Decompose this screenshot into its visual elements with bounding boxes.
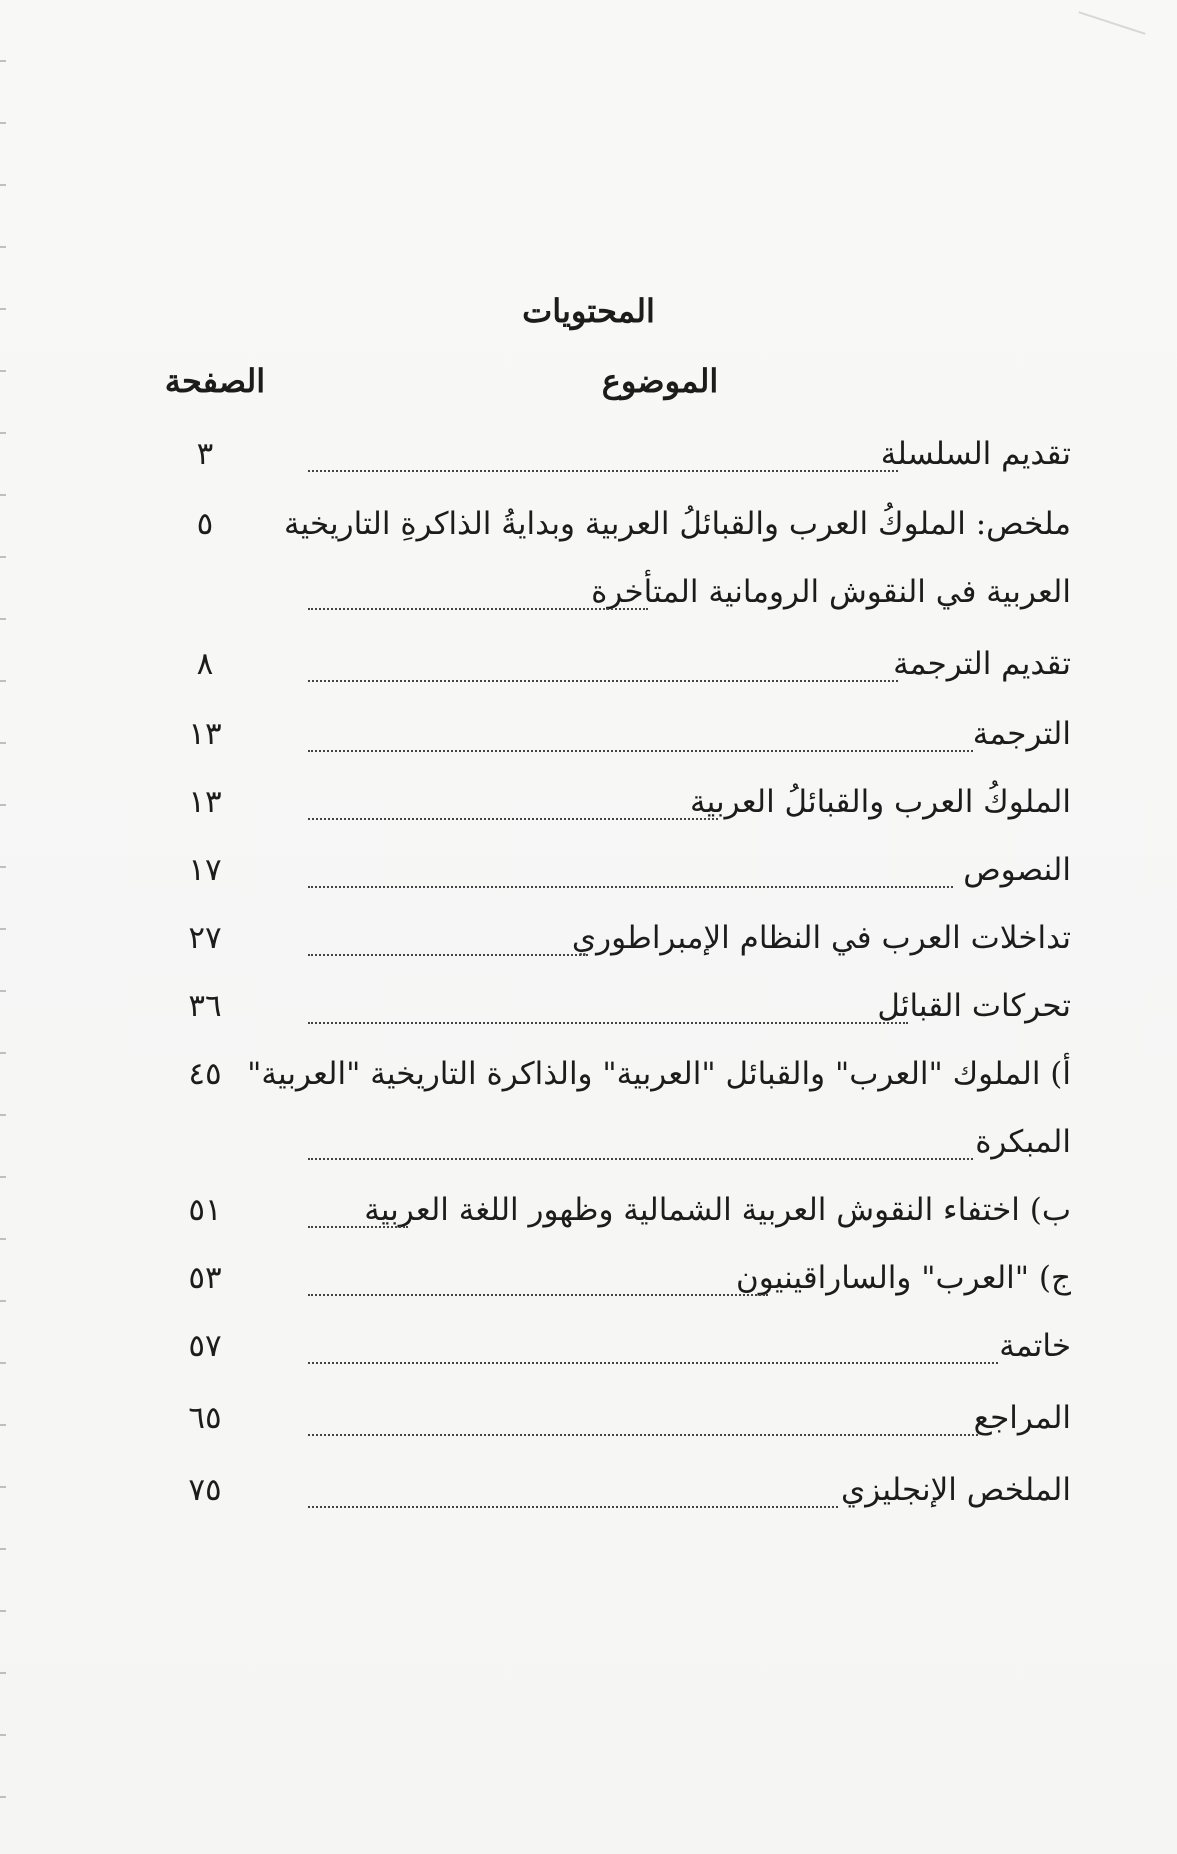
- dot-leader: [308, 680, 898, 682]
- toc-entry-title: خاتمة: [999, 1328, 1071, 1364]
- dot-leader: [308, 750, 973, 752]
- dot-leader: [308, 1362, 998, 1364]
- toc-entry: [0, 1388, 1177, 1448]
- toc-entry-title: العربية في النقوش الرومانية المتأخرة: [591, 574, 1071, 610]
- toc-entry-continuation: [0, 1112, 1177, 1172]
- toc-entry-page: ٤٥: [188, 1056, 222, 1092]
- toc-entry-continuation: [0, 562, 1177, 622]
- toc-entry-page: ١٣: [188, 716, 222, 752]
- dot-leader: [308, 1434, 978, 1436]
- toc-entry-page: ٥: [196, 506, 214, 542]
- toc-entry-title: تداخلات العرب في النظام الإمبراطوري: [571, 920, 1071, 956]
- toc-entry-page: ١٧: [188, 852, 222, 888]
- dot-leader: [308, 1506, 838, 1508]
- toc-entry-page: ٢٧: [188, 920, 222, 956]
- toc-entry-page: ٥٧: [188, 1328, 222, 1364]
- toc-entry-title: ج) "العرب" والساراقينيون: [735, 1260, 1071, 1296]
- toc-entry-title: الملوكُ العرب والقبائلُ العربية: [689, 784, 1071, 820]
- dot-leader: [308, 1022, 908, 1024]
- column-header-page: الصفحة: [164, 362, 266, 400]
- dot-leader: [308, 608, 648, 610]
- toc-entry: [0, 424, 1177, 484]
- toc-entry-page: ٣: [196, 436, 214, 472]
- toc-entry: [0, 772, 1177, 832]
- dot-leader: [308, 470, 898, 472]
- toc-entry: [0, 634, 1177, 694]
- toc-entry-page: ٧٥: [188, 1472, 222, 1508]
- toc-entry-title: الملخص الإنجليزي: [840, 1472, 1071, 1508]
- toc-entry: [0, 1316, 1177, 1376]
- toc-entry: [0, 1460, 1177, 1520]
- toc-entry-page: ٣٦: [188, 988, 222, 1024]
- toc-entry-title: تحركات القبائل: [877, 988, 1071, 1024]
- toc-entry-title: المراجع: [973, 1400, 1071, 1436]
- dot-leader: [308, 886, 953, 888]
- toc-entry-title: ب) اختفاء النقوش العربية الشمالية وظهور اللغة العربية: [364, 1192, 1071, 1228]
- toc-entry-title: أ) الملوك "العرب" والقبائل "العربية" والذاكرة التاريخية "العربية": [247, 1056, 1071, 1092]
- dot-leader: [308, 1158, 973, 1160]
- dot-leader: [308, 1226, 408, 1228]
- toc-entry-title: المبكرة: [975, 1124, 1071, 1160]
- toc-entry: [0, 1044, 1177, 1104]
- toc-entry: [0, 704, 1177, 764]
- toc-entry-page: ٥١: [188, 1192, 222, 1228]
- toc-entry: [0, 908, 1177, 968]
- toc-entry-page: ٨: [196, 646, 214, 682]
- toc-entry-page: ٥٣: [188, 1260, 222, 1296]
- toc-entry: [0, 840, 1177, 900]
- paper-mark: [1078, 11, 1145, 35]
- toc-entry-title: ملخص: الملوكُ العرب والقبائلُ العربية وبدايةُ الذاكرةِ التاريخية: [284, 506, 1071, 542]
- toc-entry: [0, 1248, 1177, 1308]
- toc-entry-page: ٦٥: [188, 1400, 222, 1436]
- page-title: المحتويات: [522, 292, 655, 330]
- dot-leader: [308, 1294, 768, 1296]
- toc-entry-title: الترجمة: [972, 716, 1071, 752]
- toc-entry: [0, 976, 1177, 1036]
- toc-entry-title: النصوص: [963, 852, 1071, 888]
- dot-leader: [308, 954, 588, 956]
- toc-entry-title: تقديم الترجمة: [893, 646, 1071, 682]
- dot-leader: [308, 818, 718, 820]
- toc-entry-page: ١٣: [188, 784, 222, 820]
- toc-entry: [0, 494, 1177, 554]
- toc-entry: [0, 1180, 1177, 1240]
- column-header-topic: الموضوع: [601, 362, 719, 400]
- toc-entry-title: تقديم السلسلة: [880, 436, 1071, 472]
